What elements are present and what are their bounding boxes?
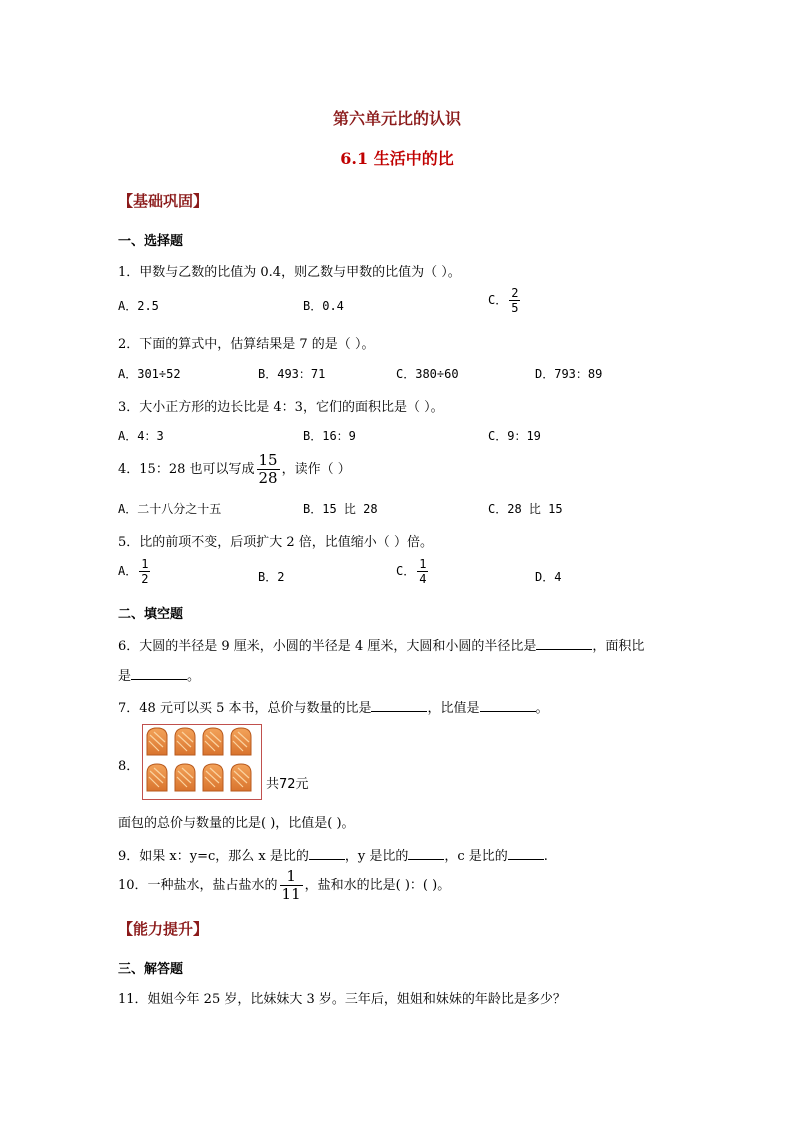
q7-text-2: ，比值是 (427, 701, 480, 716)
page-subtitle: 6.1 生活中的比 (340, 149, 454, 168)
fraction-denominator: 5 (511, 301, 519, 315)
question-7-text (118, 697, 549, 716)
q3-option-a: A．4：3 (118, 429, 164, 443)
question-8-text: 面包的总价与数量的比是( )，比值是( )。 (118, 816, 355, 831)
q6-blank-2[interactable] (131, 667, 187, 680)
q2-option-a: A．301÷52 (118, 367, 181, 381)
question-1-text: 1．甲数与乙数的比值为 0.4，则乙数与甲数的比值为（ ）。 (118, 265, 461, 280)
q7-text-3: 。 (535, 701, 549, 716)
q10-text-before: 10．一种盐水，盐占盐水的 (118, 878, 278, 893)
fraction-numerator: 1 (141, 557, 149, 571)
q4-fraction (257, 453, 280, 486)
q5-option-a (118, 558, 152, 585)
q9-text-2: ，y 是比的 (344, 849, 409, 864)
q1-option-c-prefix: C． (488, 293, 508, 307)
q5-option-c (396, 558, 430, 585)
q6-text-1: 6．大圆的半径是 9 厘米，小圆的半径是 4 厘米，大圆和小圆的半径比是 (118, 639, 537, 654)
q3-option-b: B．16：9 (303, 429, 356, 443)
bread-image (142, 724, 262, 800)
q7-blank-2[interactable] (480, 699, 536, 712)
q5-option-c-prefix: C． (396, 564, 416, 578)
bread-loaves-icon (143, 725, 261, 799)
q2-option-c: C．380÷60 (396, 367, 459, 381)
q2-option-b: B．493：71 (258, 367, 326, 381)
q4-option-c: C．28 比 15 (488, 502, 563, 516)
question-4-text (118, 453, 351, 486)
part-fill-heading: 二、填空题 (118, 607, 184, 622)
fraction-numerator: 1 (280, 869, 303, 886)
q5-option-b: B．2 (258, 570, 285, 584)
fraction-numerator: 15 (258, 451, 278, 469)
q6-text-4: 。 (187, 669, 201, 684)
question-6-line-2 (118, 665, 200, 684)
q5-option-a-fraction (139, 558, 150, 585)
fraction-denominator: 11 (281, 885, 301, 903)
q4-option-a: A．二十八分之十五 (118, 502, 222, 516)
part-choice-heading: 一、选择题 (118, 234, 184, 249)
q2-option-d: D．793：89 (535, 367, 603, 381)
q10-fraction (280, 869, 303, 902)
question-11-text: 11．姐姐今年 25 岁，比妹妹大 3 岁。三年后，姐姐和妹妹的年龄比是多少？ (118, 992, 566, 1007)
q4-text-before: 4．15：28 也可以写成 (118, 462, 255, 477)
section-basic-heading: 【基础巩固】 (118, 192, 209, 210)
question-10-text (118, 869, 450, 902)
fraction-numerator: 2 (511, 286, 519, 300)
q5-option-c-fraction (417, 558, 428, 585)
q3-option-c: C．9：19 (488, 429, 541, 443)
q9-blank-3[interactable] (508, 847, 544, 860)
q4-text-after: ，读作（ ） (281, 462, 351, 477)
q1-option-c-fraction (509, 287, 520, 314)
part-answer-heading: 三、解答题 (118, 962, 184, 977)
q9-blank-1[interactable] (309, 847, 345, 860)
fraction-numerator: 1 (419, 557, 427, 571)
page-title: 第六单元比的认识 (332, 109, 461, 128)
question-2-text: 2．下面的算式中，估算结果是 7 的是（ ）。 (118, 337, 375, 352)
q10-text-after: ，盐和水的比是( )：( )。 (304, 878, 451, 893)
q9-blank-2[interactable] (408, 847, 444, 860)
q4-option-b: B．15 比 28 (303, 502, 378, 516)
question-6-line-1 (118, 635, 644, 654)
q6-text-2: ，面积比 (592, 639, 645, 654)
question-5-text: 5．比的前项不变，后项扩大 2 倍，比值缩小（ ）倍。 (118, 535, 433, 550)
bread-total-price: 共72元 (266, 777, 309, 792)
q9-text-1: 9．如果 x：y=c，那么 x 是比的 (118, 849, 309, 864)
question-9-text (118, 845, 548, 864)
fraction-denominator: 4 (419, 572, 427, 586)
q5-option-a-prefix: A． (118, 564, 138, 578)
q5-option-d: D．4 (535, 570, 562, 584)
fraction-denominator: 28 (258, 469, 278, 487)
question-8-label: 8． (118, 759, 140, 774)
q1-option-a: A．2.5 (118, 299, 159, 313)
q9-text-3: ，c 是比的 (444, 849, 508, 864)
q1-option-b: B．0.4 (303, 299, 344, 313)
section-advanced-heading: 【能力提升】 (118, 920, 209, 938)
q7-blank-1[interactable] (371, 699, 427, 712)
q7-text-1: 7．48 元可以买 5 本书，总价与数量的比是 (118, 701, 372, 716)
q1-option-c (488, 287, 522, 314)
fraction-denominator: 2 (141, 572, 149, 586)
q6-blank-1[interactable] (536, 637, 592, 650)
q6-text-3: 是 (118, 669, 132, 684)
q9-text-4: . (543, 849, 548, 864)
question-3-text: 3．大小正方形的边长比是 4：3，它们的面积比是（ ）。 (118, 400, 444, 415)
